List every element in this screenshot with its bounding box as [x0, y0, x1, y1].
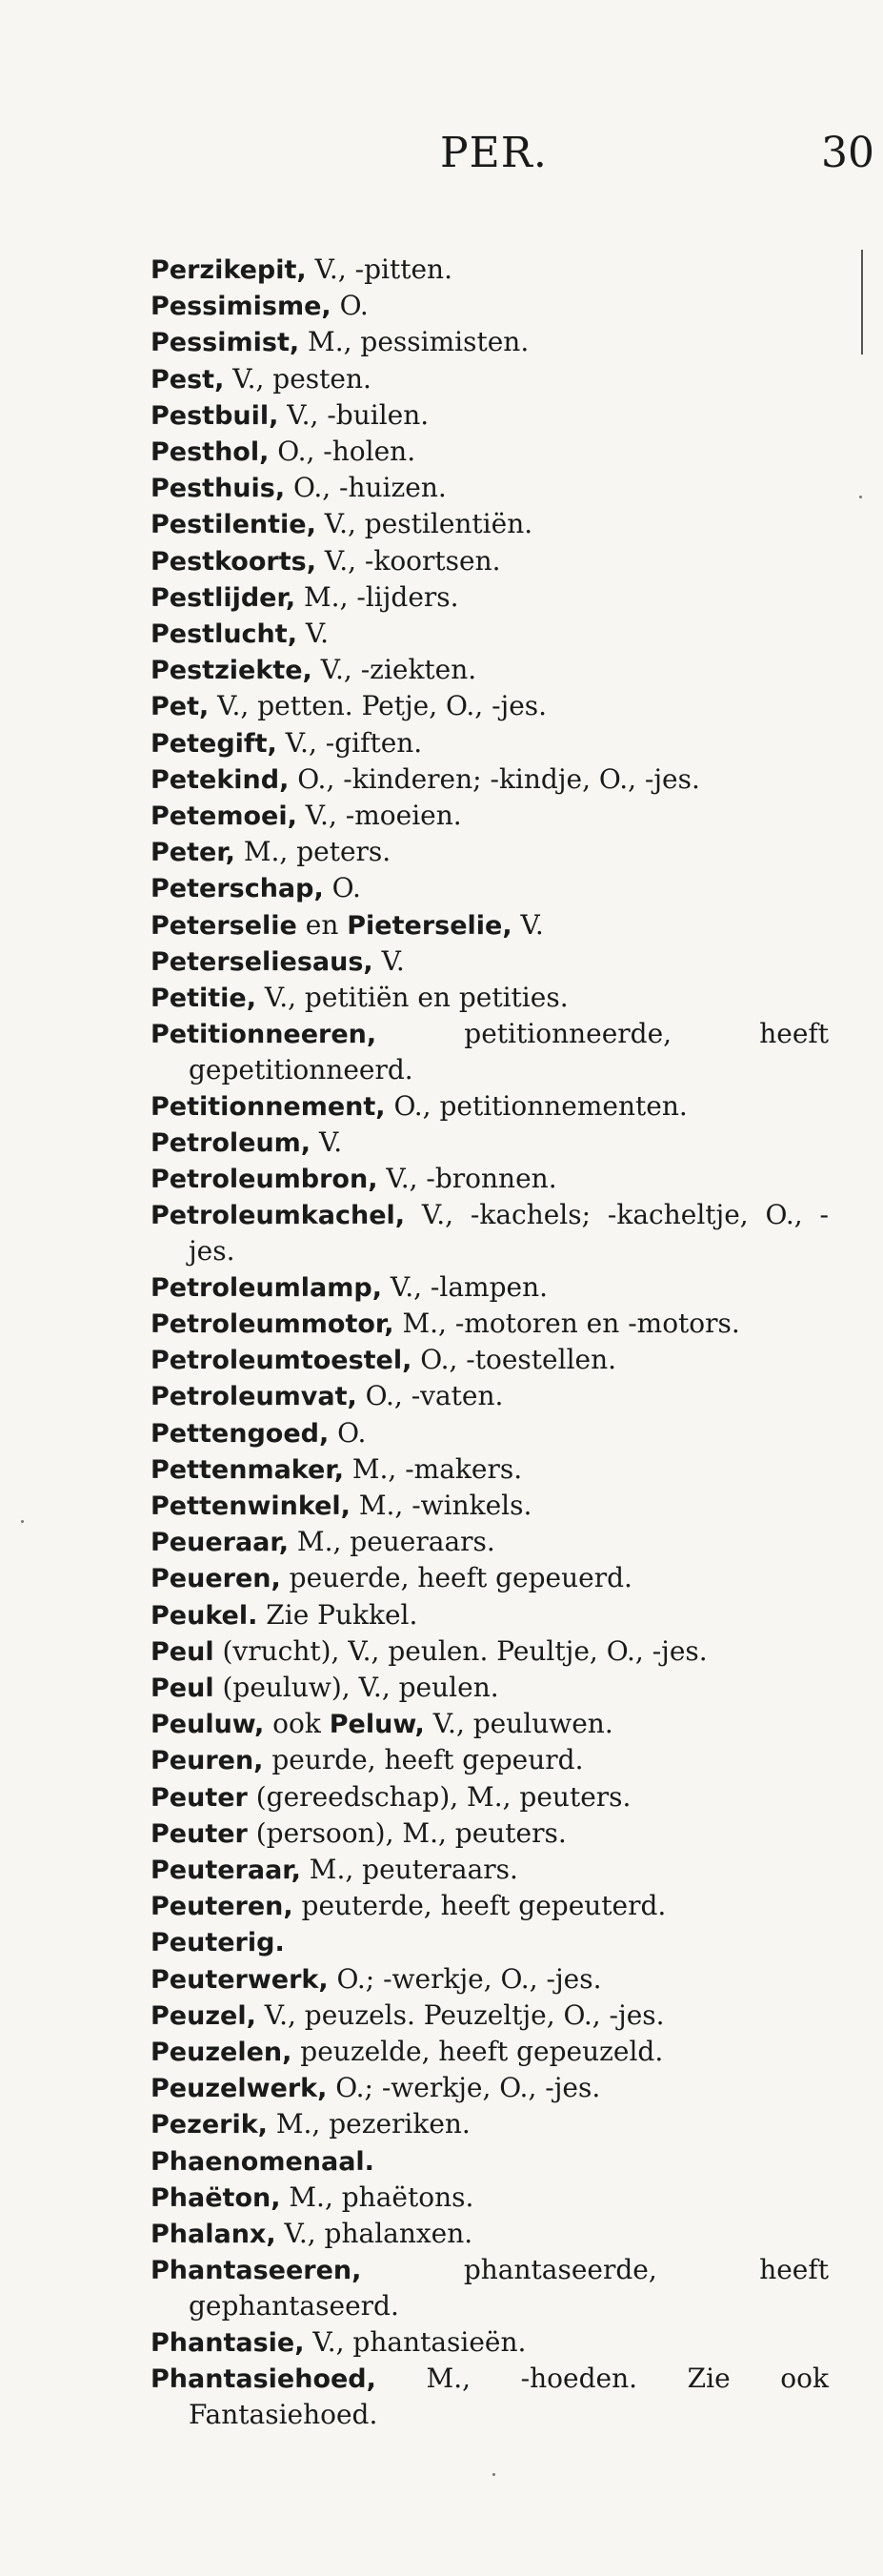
headword: Peuter: [151, 1782, 248, 1813]
headword: Peuteren,: [151, 1892, 293, 1922]
dictionary-entry: [151, 1633, 829, 1670]
headword: Pesthuis,: [151, 474, 286, 504]
entry-text: M., peuteraars.: [300, 1853, 518, 1885]
entry-text: en: [296, 908, 348, 941]
entry-text: V., -koortsen.: [315, 544, 501, 577]
entry-text: (vrucht), V., peulen. Peultje, O., -jes.: [213, 1634, 708, 1667]
entry-text: V., pesten.: [224, 362, 371, 395]
headword: Phantaseeren,: [151, 2256, 362, 2286]
entry-text: V., petitiën en petities.: [256, 982, 569, 1014]
dictionary-entry: [151, 616, 829, 652]
headword: Pessimist,: [151, 328, 300, 358]
headword: Peuter: [151, 1818, 248, 1849]
dictionary-entry: [151, 1488, 829, 1524]
dictionary-entry: [151, 1451, 829, 1488]
dictionary-entry: [151, 470, 829, 506]
dictionary-entry: [151, 1815, 829, 1852]
headword: Petroleumvat,: [151, 1382, 357, 1412]
headword: Pest,: [151, 364, 225, 395]
dictionary-entry: [151, 798, 829, 834]
entry-text: (peuluw), V., peulen.: [213, 1671, 499, 1703]
entry-text: O.: [331, 290, 369, 322]
headword: Peul: [151, 1673, 214, 1703]
entry-text: peuzelde, heeft gepeuzeld.: [291, 2035, 664, 2067]
dictionary-entry: [151, 288, 829, 324]
dictionary-entry: [151, 2106, 829, 2142]
dictionary-entry: [151, 2324, 829, 2361]
dictionary-entry: [151, 252, 829, 288]
headword: Peter,: [151, 838, 235, 868]
entry-text: Zie Pukkel.: [257, 1598, 418, 1631]
dictionary-entry: [151, 688, 829, 724]
headword: Petemoei,: [151, 801, 297, 832]
entry-text: V., peuzels. Peuzeltje, O., -jes.: [255, 1998, 665, 2031]
dictionary-entry: [151, 980, 829, 1016]
entry-text: (gereedschap), M., peuters.: [247, 1780, 632, 1813]
dictionary-entry: [151, 2143, 829, 2180]
dictionary-entry: [151, 1415, 829, 1451]
entry-text: V., -lampen.: [382, 1270, 549, 1303]
dictionary-entry: [151, 1016, 829, 1087]
entry-text: V.: [296, 618, 330, 650]
entry-text: M., -lijders.: [295, 580, 459, 613]
entry-text: peurde, heeft gepeurd.: [263, 1744, 584, 1776]
headword: Petegift,: [151, 728, 277, 759]
entry-text: M., peters.: [234, 836, 391, 868]
dictionary-entry: [151, 761, 829, 798]
dictionary-entry: [151, 1888, 829, 1924]
entry-text: M., pezeriken.: [267, 2108, 471, 2140]
headword: Petroleumtoestel,: [151, 1346, 412, 1376]
headword: Peuluw,: [151, 1710, 265, 1740]
headword: Peuterig.: [151, 1928, 285, 1958]
headword: Peuterwerk,: [151, 1964, 329, 1995]
headword: Phaëton,: [151, 2182, 281, 2213]
print-speck: [859, 496, 862, 498]
headword: Petroleumkachel,: [151, 1201, 406, 1231]
headword: Petroleum,: [151, 1127, 311, 1158]
headword: Pestilentie,: [151, 510, 316, 540]
entry-text: V., -pitten.: [306, 254, 452, 285]
headword: Peukel.: [151, 1600, 258, 1631]
dictionary-entry: [151, 324, 829, 360]
entry-text: V., -builen.: [278, 398, 430, 431]
headword: Peuzelwerk,: [151, 2074, 328, 2104]
dictionary-entry: [151, 1269, 829, 1306]
entry-text: peuerde, heeft gepeuerd.: [280, 1562, 632, 1594]
dictionary-entry: [151, 361, 829, 397]
entry-text: peuterde, heeft gepeuterd.: [292, 1890, 667, 1922]
dictionary-entry: [151, 1924, 829, 1960]
entry-text: V., phantasieën.: [304, 2325, 527, 2358]
headword: Pestlucht,: [151, 619, 297, 650]
dictionary-entry: [151, 943, 829, 980]
page-header: [0, 129, 883, 186]
dictionary-entry: [151, 2252, 829, 2323]
entry-text: V.: [311, 1126, 343, 1158]
dictionary-entry: [151, 543, 829, 579]
dictionary-entry: [151, 1125, 829, 1161]
entry-text: M., -motoren en -motors.: [393, 1307, 740, 1339]
headword: Peterselie: [151, 910, 297, 941]
headword: Phantasiehoed,: [151, 2363, 376, 2394]
dictionary-entry: [151, 1998, 829, 2034]
entry-text: O., -toestellen.: [411, 1344, 617, 1376]
dictionary-entry: [151, 1961, 829, 1998]
headword: Phaenomenaal.: [151, 2146, 374, 2177]
dictionary-entry: [151, 1197, 829, 1268]
page-number: 30: [821, 129, 874, 177]
headword: Petitionnement,: [151, 1091, 386, 1122]
entry-text: M., peueraars.: [289, 1526, 495, 1558]
entry-text: V., petten. Petje, O., -jes.: [209, 690, 548, 722]
entry-text: V., -ziekten.: [311, 654, 477, 686]
headword: Perzikepit,: [151, 255, 307, 285]
headword: Peluw,: [329, 1710, 425, 1740]
headword: Petekind,: [151, 764, 290, 795]
headword: Phantasie,: [151, 2327, 305, 2358]
entry-text: M., -winkels.: [350, 1489, 532, 1521]
entry-text: O., -vaten.: [356, 1380, 504, 1412]
dictionary-entry: [151, 1161, 829, 1197]
entry-text: V.: [372, 944, 405, 977]
dictionary-entry: [151, 870, 829, 906]
headword: Petitie,: [151, 984, 256, 1014]
dictionary-entry: [151, 907, 829, 943]
headword: Peuren,: [151, 1746, 264, 1776]
headword: Phalanx,: [151, 2219, 276, 2249]
entry-text: ook: [264, 1708, 330, 1740]
entry-text: O.; -werkje, O., -jes.: [328, 1962, 602, 1995]
dictionary-entry: [151, 1670, 829, 1706]
headword: Pettengoed,: [151, 1418, 330, 1449]
headword: Petroleumlamp,: [151, 1272, 382, 1303]
headword: Peul: [151, 1636, 214, 1667]
headword: Petroleummotor,: [151, 1308, 394, 1339]
headword: Peuzel,: [151, 2000, 256, 2031]
dictionary-entry: [151, 397, 829, 434]
entry-text: V., -giften.: [276, 726, 423, 759]
headword: Peueraar,: [151, 1528, 289, 1558]
headword: Pettenwinkel,: [151, 1491, 351, 1521]
entry-text: (persoon), M., peuters.: [247, 1816, 567, 1849]
headword: Peterseliesaus,: [151, 946, 373, 977]
dictionary-entry: [151, 2070, 829, 2106]
dictionary-entry: [151, 834, 829, 870]
entry-text: petitionneerde, heeft gepetitionneerd.: [189, 1018, 829, 1086]
entry-text: M., phaëtons.: [280, 2180, 474, 2213]
entry-text: V., pestilentiën.: [315, 508, 533, 540]
dictionary-entries: [151, 252, 829, 2432]
dictionary-entry: [151, 1088, 829, 1125]
headword: Pesthol,: [151, 437, 270, 468]
headword: Peterschap,: [151, 874, 324, 904]
headword: Pestlijder,: [151, 582, 296, 613]
headword: Pezerik,: [151, 2110, 268, 2140]
headword: Pestziekte,: [151, 656, 312, 686]
dictionary-entry: [151, 2361, 829, 2432]
dictionary-entry: [151, 1342, 829, 1378]
dictionary-entry: [151, 434, 829, 470]
dictionary-entry: [151, 1742, 829, 1778]
entry-text: phantaseerde, heeft gephantaseerd.: [189, 2254, 829, 2322]
print-speck: [492, 2473, 495, 2476]
dictionary-entry: [151, 1706, 829, 1742]
headword: Peuteraar,: [151, 1855, 301, 1885]
entry-text: V.: [512, 908, 544, 941]
headword: Peuzelen,: [151, 2037, 292, 2067]
dictionary-entry: [151, 652, 829, 688]
entry-text: M., -makers.: [343, 1452, 523, 1485]
entry-text: V., peuluwen.: [424, 1708, 613, 1740]
entry-text: O., -holen.: [269, 436, 416, 468]
dictionary-entry: [151, 1524, 829, 1560]
headword: Pettenmaker,: [151, 1454, 344, 1485]
dictionary-entry: [151, 506, 829, 542]
entry-text: O., -huizen.: [285, 472, 447, 504]
dictionary-entry: [151, 725, 829, 761]
headword: Pieterselie,: [347, 910, 512, 941]
dictionary-entry: [151, 2034, 829, 2070]
headword: Petitionneeren,: [151, 1020, 377, 1050]
entry-text: V., phalanxen.: [275, 2217, 473, 2249]
dictionary-entry: [151, 1852, 829, 1888]
headword: Petroleumbron,: [151, 1165, 378, 1195]
dictionary-entry: [151, 2216, 829, 2252]
entry-text: V., -kachels; -kacheltje, O., -jes.: [189, 1199, 829, 1268]
entry-text: O., petitionnementen.: [385, 1089, 688, 1122]
entry-text: M., -hoeden. Zie ook Fantasiehoed.: [189, 2362, 829, 2430]
headword: Peueren,: [151, 1564, 281, 1594]
dictionary-entry: [151, 1560, 829, 1596]
entry-text: V., -moeien.: [296, 800, 462, 832]
headword: Pestkoorts,: [151, 546, 316, 577]
entry-text: M., pessimisten.: [299, 326, 530, 358]
running-head: PER.: [440, 129, 548, 177]
dictionary-entry: [151, 579, 829, 616]
margin-rule: [861, 250, 863, 355]
dictionary-entry: [151, 1378, 829, 1414]
dictionary-entry: [151, 1306, 829, 1342]
entry-text: O.: [323, 872, 361, 904]
entry-text: O.; -werkje, O., -jes.: [327, 2072, 601, 2104]
entry-text: V., -bronnen.: [377, 1163, 557, 1195]
print-speck: [21, 1520, 24, 1523]
entry-text: O., -kinderen; -kindje, O., -jes.: [289, 762, 700, 795]
headword: Pet,: [151, 692, 210, 722]
entry-text: O.: [329, 1416, 367, 1449]
dictionary-entry: [151, 2180, 829, 2216]
headword: Pestbuil,: [151, 400, 279, 431]
dictionary-entry: [151, 1597, 829, 1633]
dictionary-entry: [151, 1779, 829, 1815]
headword: Pessimisme,: [151, 292, 331, 322]
